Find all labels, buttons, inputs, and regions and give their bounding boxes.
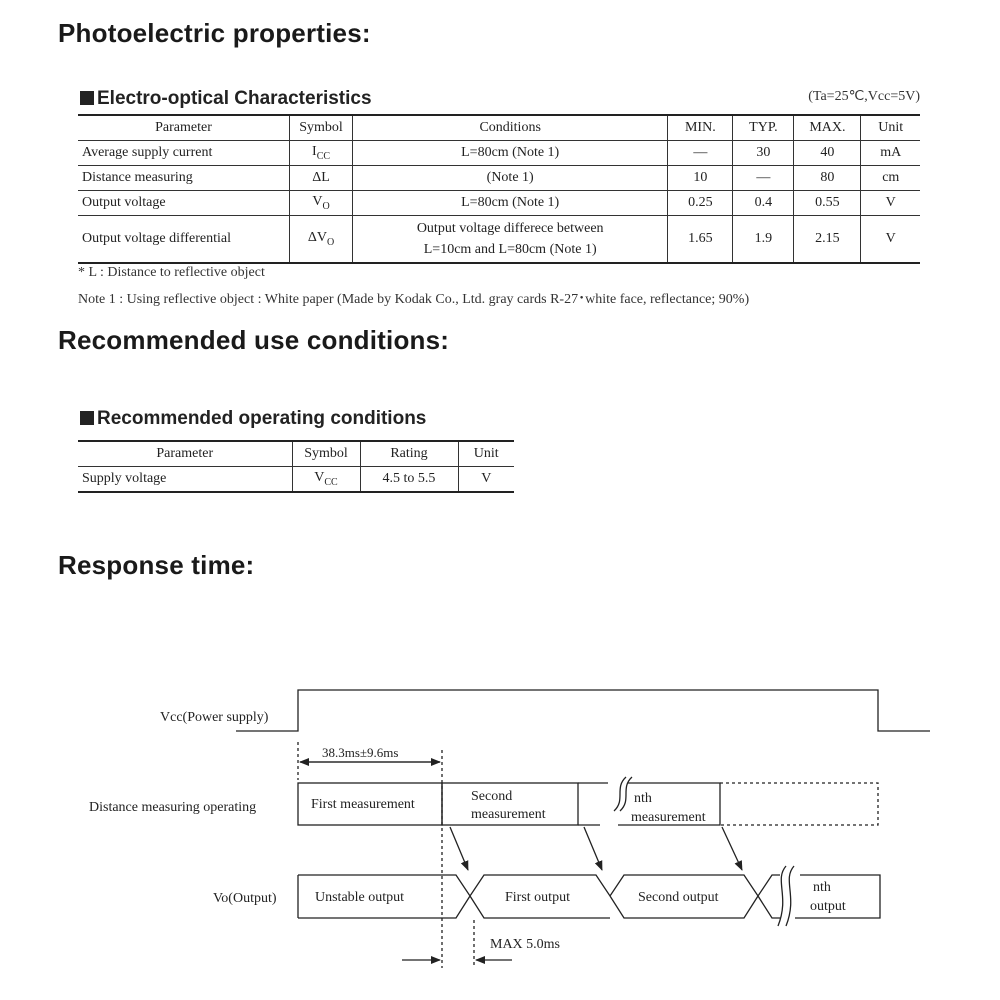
cell-typ: 1.9 <box>733 216 794 264</box>
vo-label: Vo(Output) <box>213 891 277 906</box>
interval-label: 38.3ms±9.6ms <box>322 745 399 760</box>
cell-max: 2.15 <box>794 216 861 264</box>
break-mark-measurement <box>614 777 632 811</box>
cell-conditions: L=80cm (Note 1) <box>353 191 668 216</box>
cell-min: — <box>668 141 733 166</box>
section-electro-optical-title: Electro-optical Characteristics <box>97 88 372 109</box>
header-parameter: Parameter <box>78 441 292 467</box>
header-symbol: Symbol <box>290 115 353 141</box>
cell-min: 1.65 <box>668 216 733 264</box>
section-operating-title: Recommended operating conditions <box>97 408 427 429</box>
cell-symbol: $\Delta V_O$ <box>290 216 353 264</box>
first-measurement-label: First measurement <box>311 797 415 812</box>
cell-typ: 30 <box>733 141 794 166</box>
first-output-label: First output <box>505 890 570 905</box>
pointer-second <box>584 827 602 870</box>
cell-parameter: Distance measuring <box>78 166 290 191</box>
unstable-output-label: Unstable output <box>315 890 405 905</box>
test-conditions-note: (Ta=25℃,Vcc=5V) <box>808 89 920 104</box>
cell-parameter: Average supply current <box>78 141 290 166</box>
cell-typ: — <box>733 166 794 191</box>
cell-unit: cm <box>861 166 920 191</box>
cell-parameter: Supply voltage <box>78 467 292 493</box>
cell-unit: V <box>481 471 492 486</box>
measurement-gap-left <box>578 783 608 825</box>
measurement-tail-dashed <box>720 783 878 825</box>
header-unit: Unit <box>458 441 514 467</box>
cell-symbol: ΔL <box>290 166 353 191</box>
cell-max: 0.55 <box>794 191 861 216</box>
max-delay-label: MAX 5.0ms <box>490 937 561 952</box>
pointer-first <box>450 827 468 870</box>
second-output-label: Second output <box>638 890 719 905</box>
distance-measuring-label: Distance measuring operating <box>89 800 257 815</box>
cell-max: 40 <box>794 141 861 166</box>
cell-typ: 0.4 <box>733 191 794 216</box>
nth-output-label-1: nth <box>813 880 831 895</box>
header-symbol: Symbol <box>292 441 360 467</box>
cell-symbol: $I_{CC}$ <box>290 141 353 166</box>
cell-conditions: Output voltage differece between L=10cm and L=80cm (Note 1) <box>353 216 668 264</box>
cell-symbol: $V_{CC}$ <box>292 467 360 493</box>
nth-measurement-label-2: measurement <box>631 810 706 825</box>
cell-rating: 4.5 to 5.5 <box>360 467 458 493</box>
heading-photoelectric: Photoelectric properties: <box>58 18 371 48</box>
cell-parameter: Output voltage <box>78 191 290 216</box>
nth-measurement-label-1: nth <box>634 791 652 806</box>
header-rating: Rating <box>360 441 458 467</box>
cell-min: 10 <box>668 166 733 191</box>
heading-recommended: Recommended use conditions: <box>58 325 450 355</box>
cell-unit: mA <box>861 141 920 166</box>
footnote-note1: Note 1 : Using reflective object : White paper (Made by Kodak Co., Ltd. gray cards R-27･white face, reflectance; 90%) <box>78 292 750 307</box>
nth-output-label-2: output <box>810 899 846 914</box>
cell-parameter: Output voltage differential <box>78 216 290 264</box>
header-conditions: Conditions <box>353 115 668 141</box>
cell-conditions: L=80cm (Note 1) <box>353 141 668 166</box>
break-mark-output <box>778 866 794 926</box>
cell-min: 0.25 <box>668 191 733 216</box>
cell-symbol: $V_O$ <box>290 191 353 216</box>
header-typ: TYP. <box>733 115 794 141</box>
cell-unit: V <box>885 231 896 246</box>
header-unit: Unit <box>861 115 920 141</box>
cell-conditions: (Note 1) <box>353 166 668 191</box>
header-min: MIN. <box>668 115 733 141</box>
footnote-l: * L : Distance to reflective object <box>78 265 265 280</box>
pointer-nth <box>722 827 742 870</box>
cell-unit: V <box>861 191 920 216</box>
cell-max: 80 <box>794 166 861 191</box>
header-max: MAX. <box>794 115 861 141</box>
heading-response: Response time: <box>58 550 255 580</box>
second-measurement-label-2: measurement <box>471 807 546 822</box>
vcc-label: Vcc(Power supply) <box>160 710 269 725</box>
second-measurement-label-1: Second <box>471 789 513 804</box>
vcc-waveform <box>236 690 930 731</box>
header-parameter: Parameter <box>78 115 290 141</box>
